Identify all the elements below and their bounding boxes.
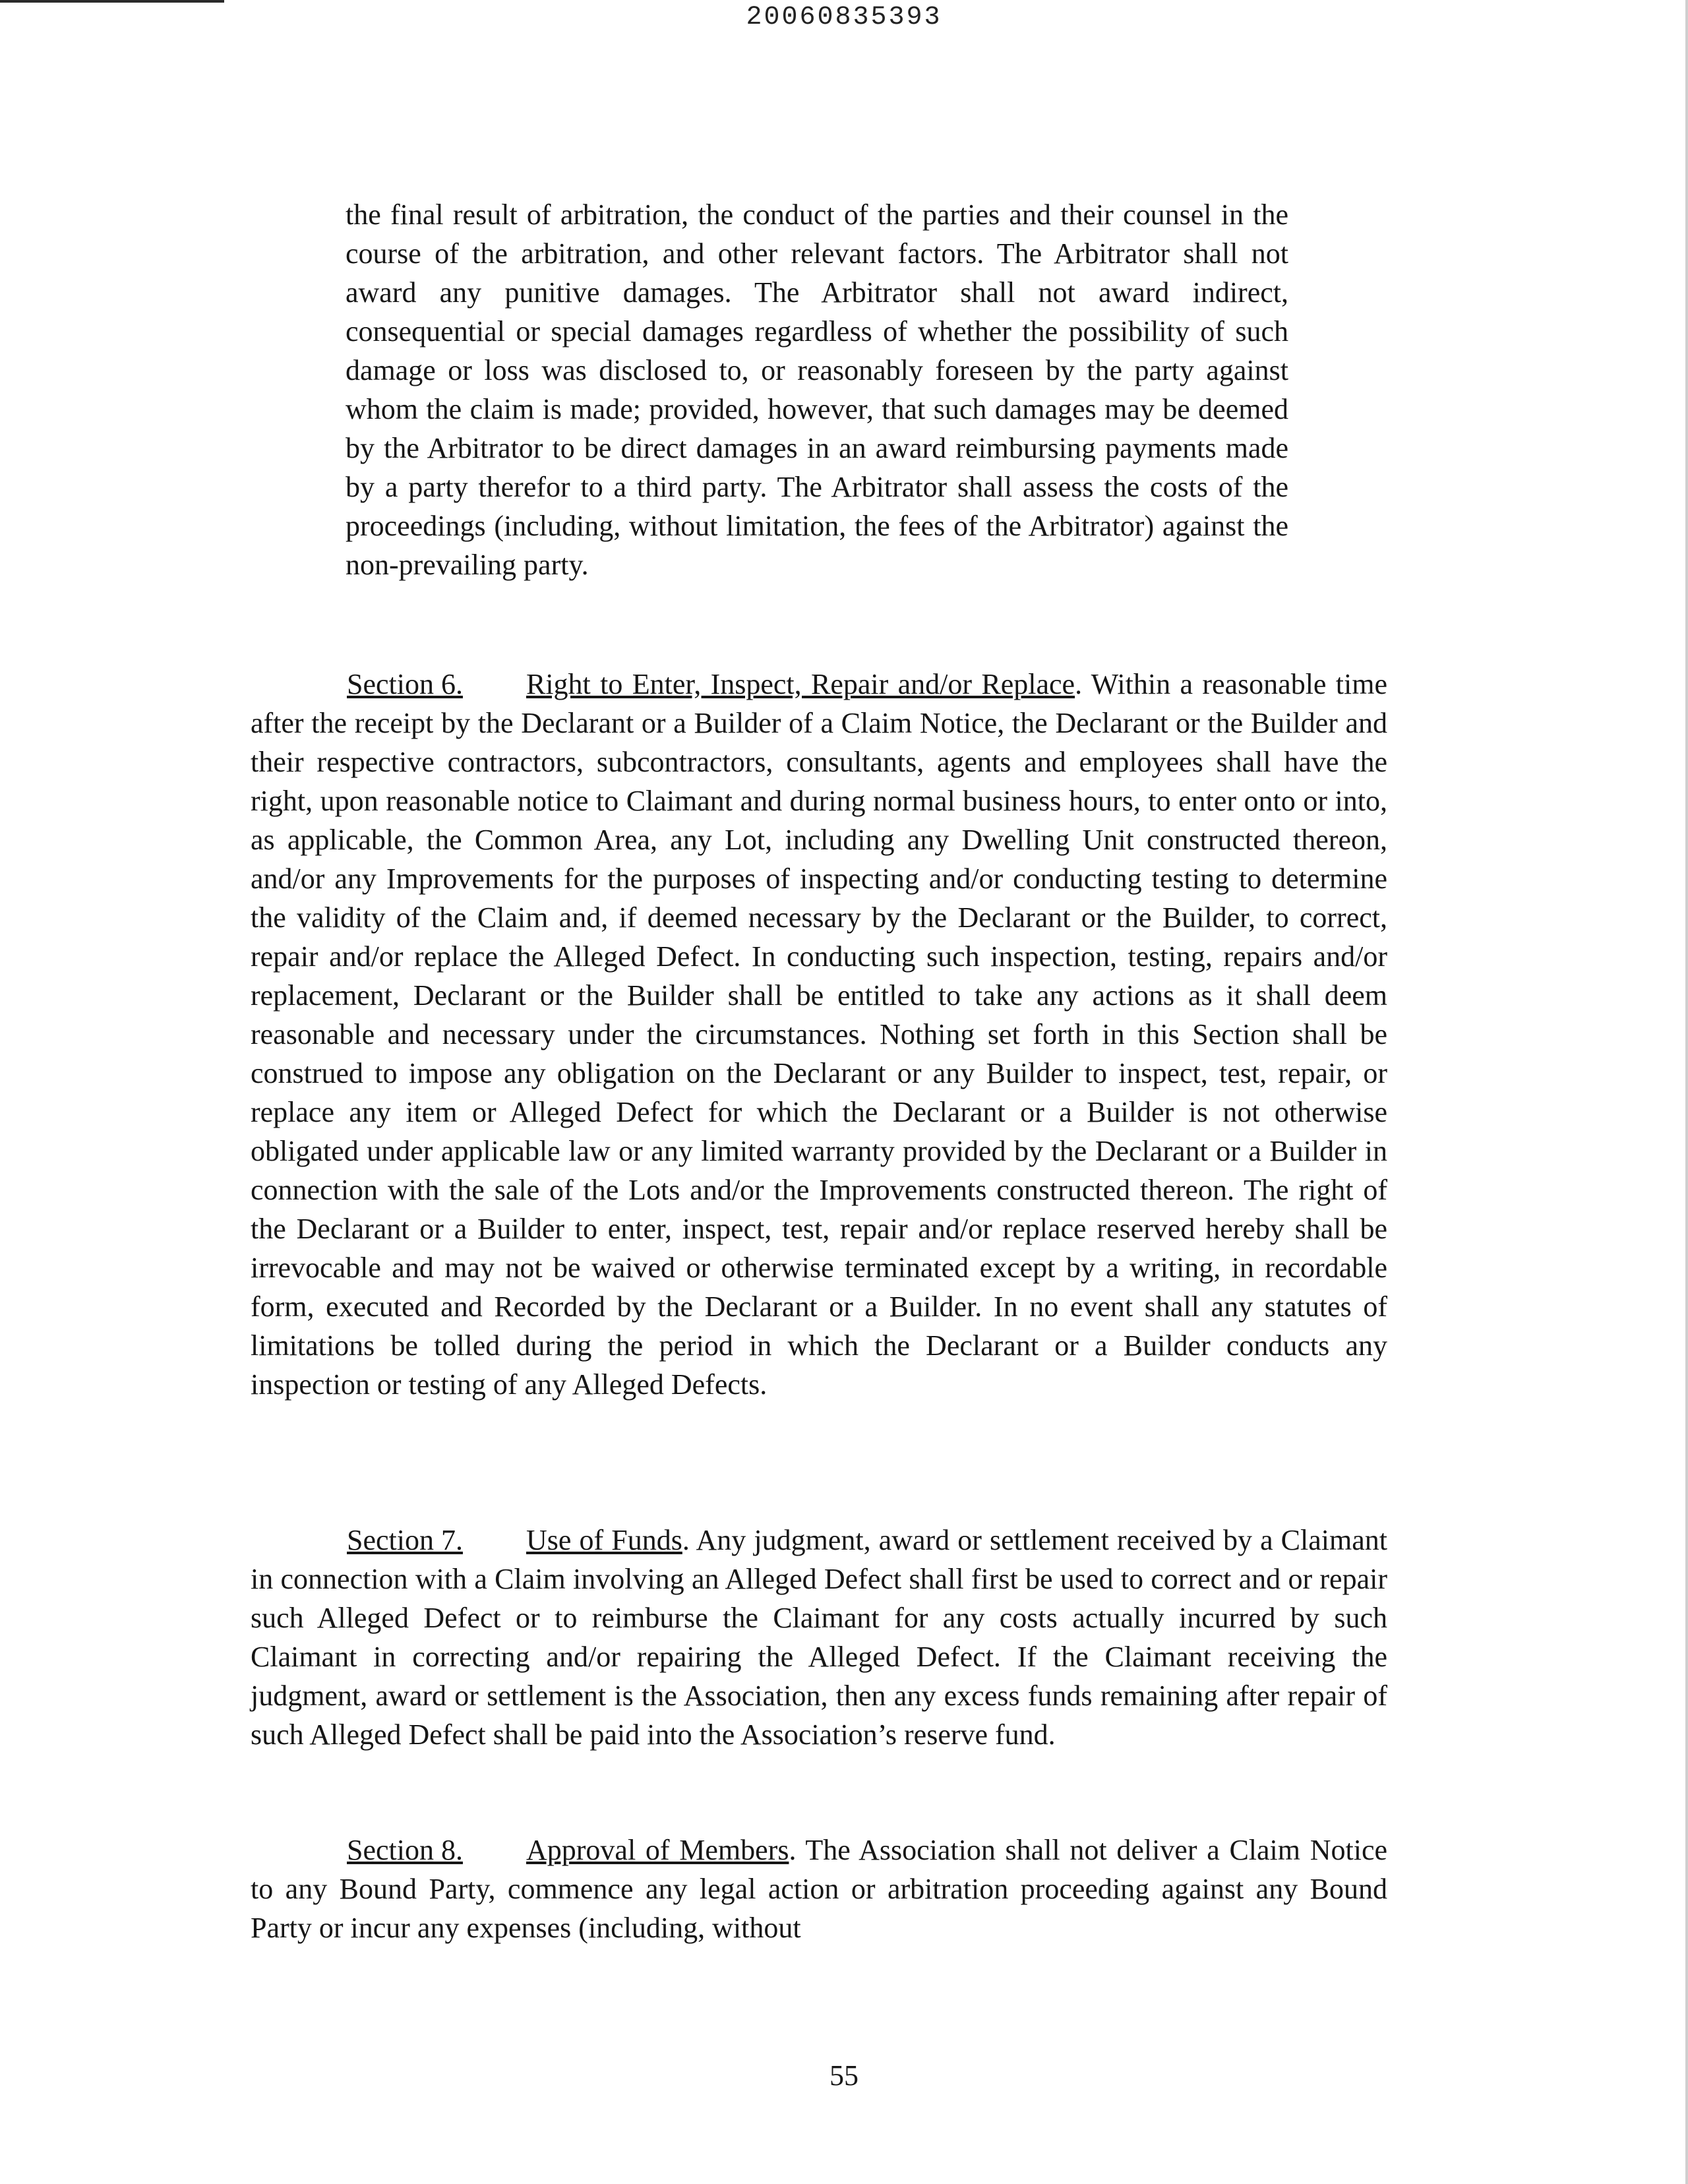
scan-artifact-edge (1685, 0, 1688, 2184)
section-8-paragraph (251, 1831, 1387, 1947)
section-8-number: Section 8. (347, 1834, 463, 1866)
section-8-body: . The Association shall not deliver a Claim Notice to any Bound Party, commence any legal action or arbitration proceeding against any Bound Party or incur any expenses (including, without (251, 1834, 1388, 1944)
section-6-body: . Within a reasonable time after the receipt by the Declarant or a Builder of a Claim Notice, the Declarant or the Builder and their respective contractors, subcontractors, consultants, agents and employees shall have the right, upon reasonable notice to Claimant and during normal business hours, to enter onto or into, as applicable, the Common Area, any Lot, including any Dwelling Unit constructed thereon, and/or any Improvements for the purposes of inspecting and/or conducting testing to determine the validity of the Claim and, if deemed necessary by the Declarant or the Builder, to correct, repair and/or replace the Alleged Defect. In conducting such inspection, testing, repairs and/or replacement, Declarant or the Builder shall be entitled to take any actions as it shall deem reasonable and necessary under the circumstances. Nothing set forth in this Section shall be construed to impose any obligation on the Declarant or any Builder to inspect, test, repair, or replace any item or Alleged Defect for which the Declarant or a Builder is not otherwise obligated under applicable law or any limited warranty provided by the Declarant or a Builder in connection with the sale of the Lots and/or the Improvements constructed thereon. The right of the Declarant or a Builder to enter, inspect, test, repair and/or replace reserved hereby shall be irrevocable and may not be waived or otherwise terminated except by a writing, in recordable form, executed and Recorded by the Declarant or a Builder. In no event shall any statutes of limitations be tolled during the period in which the Declarant or a Builder conducts any inspection or testing of any Alleged Defects. (251, 668, 1388, 1401)
section-7-paragraph (251, 1521, 1387, 1754)
section-8-title: Approval of Members (526, 1834, 789, 1866)
continuation-paragraph: the final result of arbitration, the conduct of the parties and their counsel in the course of the arbitration, and other relevant factors. The Arbitrator shall not award any punitive damages. The Arbitrator shall not award indirect, consequential or special damages regardless of whether the possibility of such damage or loss was disclosed to, or reasonably foreseen by the party against whom the claim is made; provided, however, that such damages may be deemed by the Arbitrator to be direct damages in an award reimbursing payments made by a party therefor to a third party. The Arbitrator shall assess the costs of the proceedings (including, without limitation, the fees of the Arbitrator) against the non-prevailing party. (346, 198, 1288, 581)
page-number: 55 (829, 2059, 859, 2092)
section-7-body: . Any judgment, award or settlement received by a Claimant in connection with a Claim involving an Alleged Defect shall first be used to correct and or repair such Alleged Defect or to reimburse the Claimant for any costs actually incurred by such Claimant in correcting and/or repairing the Alleged Defect. If the Claimant receiving the judgment, award or settlement is the Association, then any excess funds remaining after repair of such Alleged Defect shall be paid into the Association’s reserve fund. (251, 1524, 1387, 1751)
section-6-paragraph (251, 665, 1387, 1404)
section-7-number: Section 7. (347, 1524, 463, 1556)
document-number: 20060835393 (746, 3, 942, 32)
section-7-title: Use of Funds (526, 1524, 682, 1556)
section-6-number: Section 6. (347, 668, 463, 700)
section-6-title: Right to Enter, Inspect, Repair and/or Replace (526, 668, 1075, 700)
